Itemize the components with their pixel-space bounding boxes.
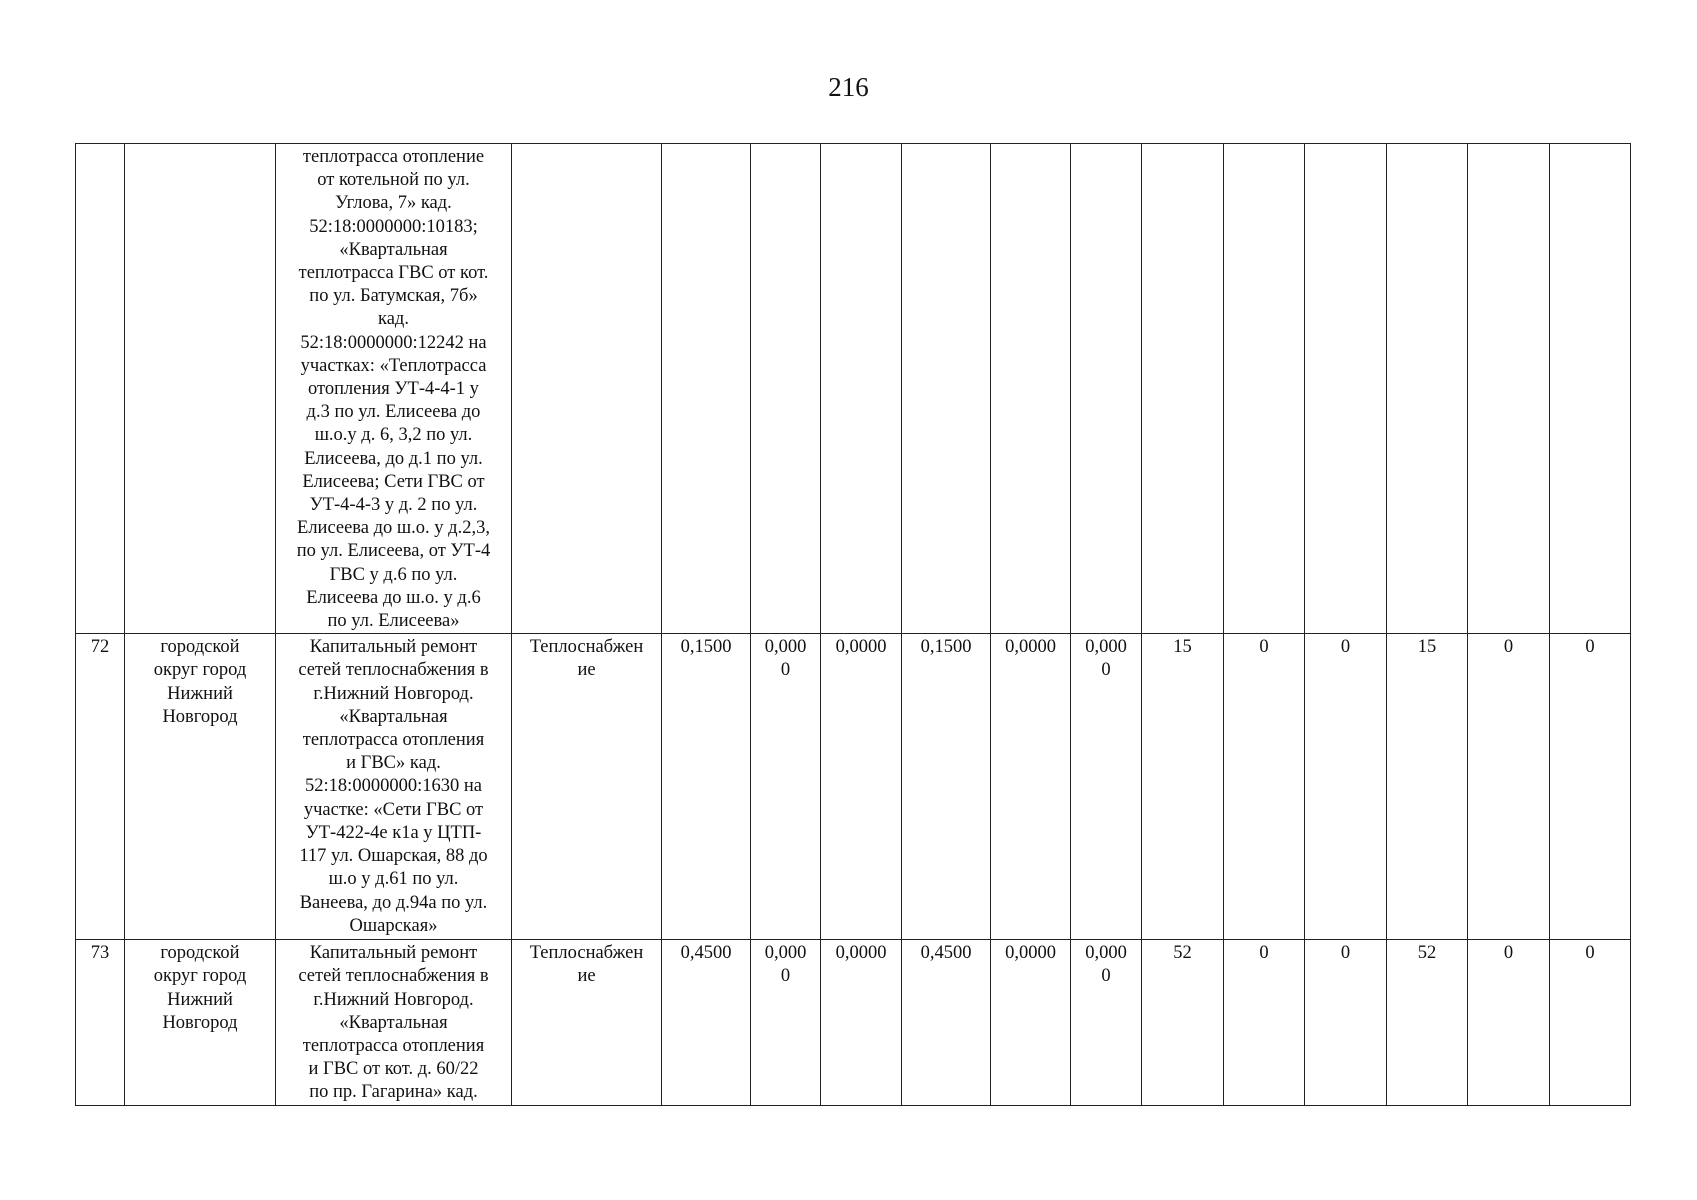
value-cell [1142,144,1224,634]
value-cell: 0,0000 [991,634,1071,940]
value-cell: 0,4500 [902,940,991,1105]
value-cell [1305,144,1387,634]
value-cell: 0,0000 [821,634,902,940]
data-table [75,143,1631,1106]
value-cell: 0 [1224,634,1305,940]
value-cell: 15 [1387,634,1468,940]
value-cell: 0,0000 [821,940,902,1105]
value-cell: 15 [1142,634,1224,940]
value-cell: 0,000 0 [1071,634,1142,940]
value-cell: 0 [1468,940,1550,1105]
value-cell: 0 [1305,634,1387,940]
category-cell [512,144,662,634]
value-cell [1071,144,1142,634]
value-cell: 0 [1305,940,1387,1105]
description-cell: Капитальный ремонт сетей теплоснабжения в г.Нижний Новгород. «Квартальная теплотрасса отопления и ГВС» кад. 52:18:0000000:1630 на участке: «Сети ГВС от УТ-422-4е к1а у ЦТП- 117 ул. Ошарская, 88 до ш.о у д.61 по ул. Ванеева, до д.94а по ул. Ошарская» [276,634,512,940]
value-cell: 0,1500 [902,634,991,940]
municipality-cell: городской округ город Нижний Новгород [125,634,276,940]
value-cell [1224,144,1305,634]
table-row [76,940,1631,1105]
value-cell [662,144,751,634]
value-cell [902,144,991,634]
row-number-cell: 73 [76,940,125,1105]
value-cell [1468,144,1550,634]
value-cell: 0,4500 [662,940,751,1105]
value-cell: 52 [1387,940,1468,1105]
value-cell: 0,000 0 [1071,940,1142,1105]
value-cell: 0 [1550,940,1631,1105]
value-cell: 0,0000 [991,940,1071,1105]
value-cell: 0 [1550,634,1631,940]
description-cell: теплотрасса отопление от котельной по ул. Углова, 7» кад. 52:18:0000000:10183; «Квартальная теплотрасса ГВС от кот. по ул. Батумская, 7б» кад. 52:18:0000000:12242 на участках: «Теплотрасса отопления УТ-4-4-1 у д.3 по ул. Елисеева до ш.о.у д. 6, 3,2 по ул. Елисеева, до д.1 по ул. Елисеева; Сети ГВС от УТ-4-4-3 у д. 2 по ул. Елисеева до ш.о. у д.2,3, по ул. Елисеева, от УТ-4 ГВС у д.6 по ул. Елисеева до ш.о. у д.6 по ул. Елисеева» [276,144,512,634]
table-row [76,634,1631,940]
municipality-cell: городской округ город Нижний Новгород [125,940,276,1105]
value-cell [1387,144,1468,634]
value-cell [821,144,902,634]
table-row [76,144,1631,634]
value-cell: 0,000 0 [751,634,821,940]
row-number-cell [76,144,125,634]
value-cell [991,144,1071,634]
municipality-cell [125,144,276,634]
category-cell: Теплоснабжен ие [512,940,662,1105]
value-cell [751,144,821,634]
value-cell: 52 [1142,940,1224,1105]
value-cell: 0,000 0 [751,940,821,1105]
row-number-cell: 72 [76,634,125,940]
description-cell: Капитальный ремонт сетей теплоснабжения в г.Нижний Новгород. «Квартальная теплотрасса отопления и ГВС от кот. д. 60/22 по пр. Гагарина» кад. [276,940,512,1105]
page-number: 216 [828,72,869,102]
value-cell [1550,144,1631,634]
value-cell: 0 [1468,634,1550,940]
category-cell: Теплоснабжен ие [512,634,662,940]
value-cell: 0 [1224,940,1305,1105]
value-cell: 0,1500 [662,634,751,940]
